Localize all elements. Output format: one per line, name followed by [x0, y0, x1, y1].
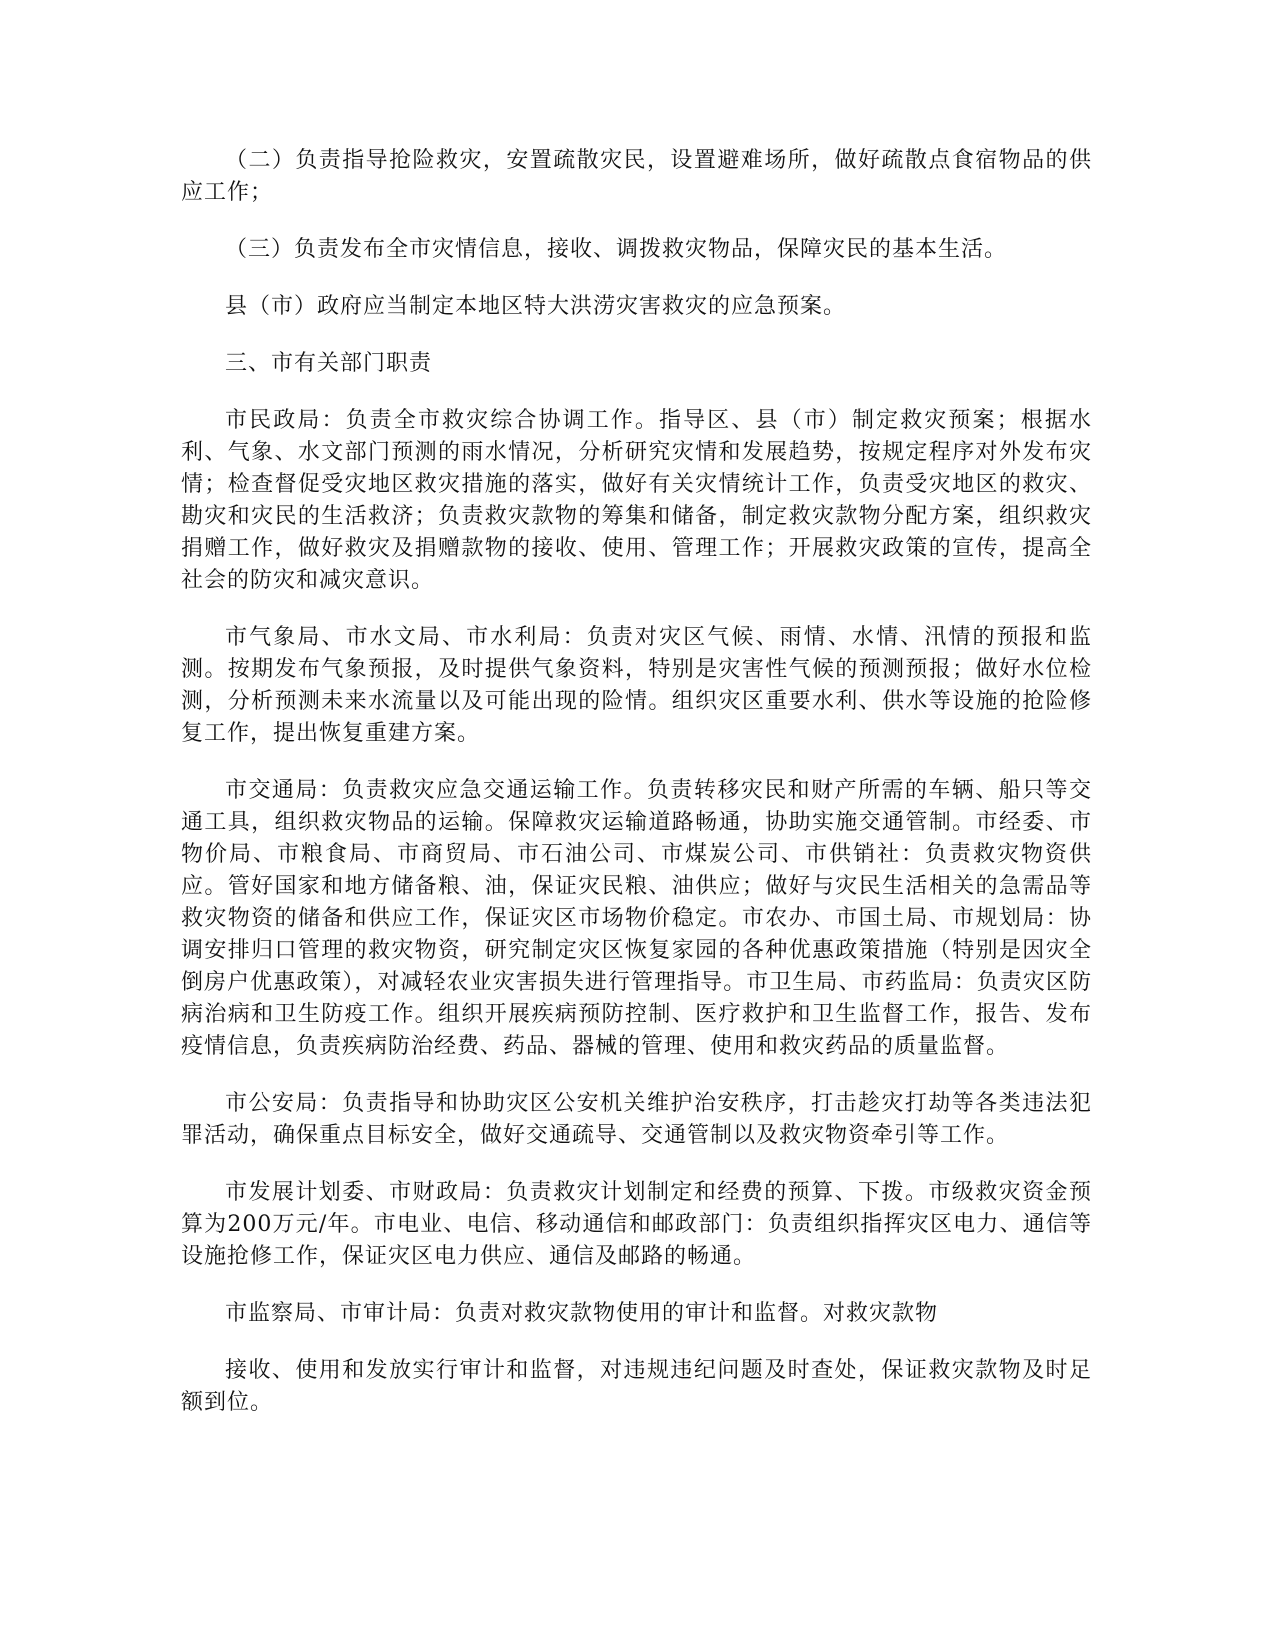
paragraph-public-security: 市公安局：负责指导和协助灾区公安机关维护治安秩序，打击趁灾打劫等各类违法犯罪活动，确保重点目标安全，做好交通疏导、交通管制以及救灾物资牵引等工作。	[181, 1091, 1092, 1148]
document-body	[181, 145, 1092, 1444]
paragraph-2-duty: （二）负责指导抢险救灾，安置疏散灾民，设置避难场所，做好疏散点食宿物品的供应工作；	[181, 148, 1092, 205]
paragraph-county-plan: 县（市）政府应当制定本地区特大洪涝灾害救灾的应急预案。	[225, 294, 847, 319]
paragraph-3-duty: （三）负责发布全市灾情信息，接收、调拨救灾物品，保障灾民的基本生活。	[225, 237, 1008, 262]
paragraph-audit-continued: 接收、使用和发放实行审计和监督，对违规违纪问题及时查处，保证救灾款物及时足额到位。	[181, 1358, 1092, 1415]
paragraph-finance: 市发展计划委、市财政局：负责救灾计划制定和经费的预算、下拨。市级救灾资金预算为200万元/年。市电业、电信、移动通信和邮政部门：负责组织指挥灾区电力、通信等设施抢修工作，保证灾区电力供应、通信及邮路的畅通。	[181, 1180, 1092, 1269]
paragraph-audit: 市监察局、市审计局：负责对救灾款物使用的审计和监督。对救灾款物	[225, 1301, 939, 1326]
paragraph-transport: 市交通局：负责救灾应急交通运输工作。负责转移灾民和财产所需的车辆、船只等交通工具，组织救灾物品的运输。保障救灾运输道路畅通，协助实施交通管制。市经委、市物价局、市粮食局、市商贸局、市石油公司、市煤炭公司、市供销社：负责救灾物资供应。管好国家和地方储备粮、油，保证灾民粮、油供应；做好与灾民生活相关的急需品等救灾物资的储备和供应工作，保证灾区市场物价稳定。市农办、市国土局、市规划局：协调安排归口管理的救灾物资，研究制定灾区恢复家园的各种优惠政策措施（特别是因灾全倒房户优惠政策），对减轻农业灾害损失进行管理指导。市卫生局、市药监局：负责灾区防病治病和卫生防疫工作。组织开展疾病预防控制、医疗救护和卫生监督工作，报告、发布疫情信息，负责疾病防治经费、药品、器械的管理、使用和救灾药品的质量监督。	[181, 778, 1092, 1059]
paragraph-meteorology: 市气象局、市水文局、市水利局：负责对灾区气候、雨情、水情、汛情的预报和监测。按期发布气象预报，及时提供气象资料，特别是灾害性气候的预测预报；做好水位检测，分析预测未来水流量以及可能出现的险情。组织灾区重要水利、供水等设施的抢险修复工作，提出恢复重建方案。	[181, 625, 1092, 746]
paragraph-civil-affairs: 市民政局：负责全市救灾综合协调工作。指导区、县（市）制定救灾预案；根据水利、气象、水文部门预测的雨水情况，分析研究灾情和发展趋势，按规定程序对外发布灾情；检查督促受灾地区救灾措施的落实，做好有关灾情统计工作，负责受灾地区的救灾、勘灾和灾民的生活救济；负责救灾款物的筹集和储备，制定救灾款物分配方案，组织救灾捐赠工作，做好救灾及捐赠款物的接收、使用、管理工作；开展救灾政策的宣传，提高全社会的防灾和减灾意识。	[181, 408, 1092, 593]
section-heading-departments: 三、市有关部门职责	[225, 351, 433, 376]
